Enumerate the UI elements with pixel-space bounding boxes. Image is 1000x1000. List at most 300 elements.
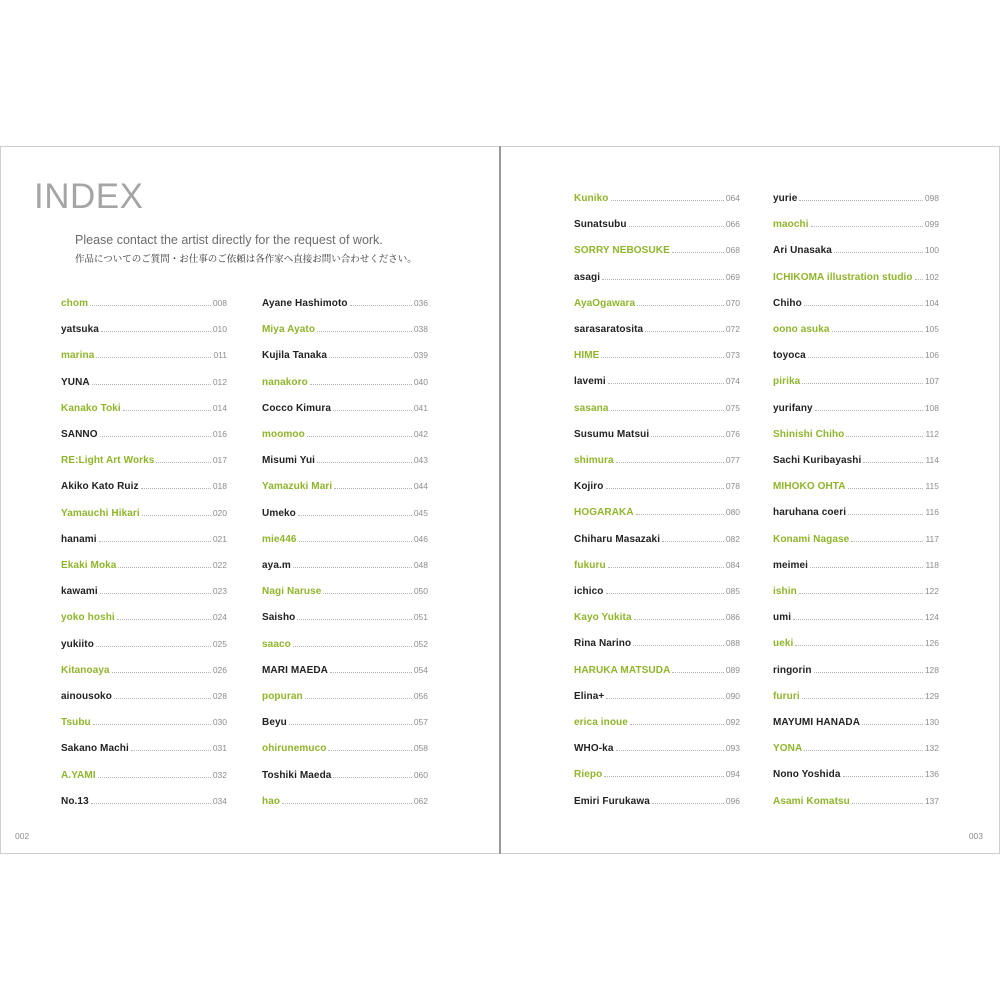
entry-page-number: 010 — [212, 324, 227, 335]
index-entry — [61, 611, 227, 625]
dot-leader — [804, 742, 923, 751]
index-entry — [262, 769, 428, 783]
artist-name: AyaOgawara — [574, 297, 636, 309]
artist-name: hanami — [61, 533, 97, 545]
index-entry — [574, 244, 740, 258]
index-entry — [61, 795, 227, 809]
entry-page-number: 089 — [725, 664, 740, 675]
artist-name: Ari Unasaka — [773, 245, 832, 257]
entry-page-number: 052 — [413, 638, 428, 649]
index-entry — [61, 690, 227, 704]
artist-name: yukiito — [61, 638, 94, 650]
index-entry — [262, 638, 428, 652]
index-entry — [262, 376, 428, 390]
index-entry — [773, 690, 939, 704]
index-entry — [61, 428, 227, 442]
artist-name: MARI MAEDA — [262, 664, 328, 676]
dot-leader — [141, 480, 211, 489]
artist-name: RE:Light Art Works — [61, 455, 155, 467]
index-entry — [61, 349, 227, 363]
dot-leader — [863, 454, 923, 463]
entry-page-number: 021 — [212, 533, 227, 544]
entry-page-number: 124 — [924, 612, 939, 623]
artist-name: Sakano Machi — [61, 743, 129, 755]
artist-name: SORRY NEBOSUKE — [574, 245, 670, 257]
artist-name: Akiko Kato Ruiz — [61, 481, 139, 493]
artist-name: Miya Ayato — [262, 324, 316, 336]
entry-page-number: 106 — [924, 350, 939, 361]
dot-leader — [645, 323, 724, 332]
artist-name: YONA — [773, 743, 803, 755]
dot-leader — [846, 428, 923, 437]
index-entry — [773, 271, 939, 285]
artist-name: yurifany — [773, 402, 813, 414]
dot-leader — [810, 559, 923, 568]
dot-leader — [799, 192, 922, 201]
dot-leader — [297, 611, 411, 620]
dot-leader — [802, 690, 923, 699]
dot-leader — [848, 480, 924, 489]
dot-leader — [131, 742, 211, 751]
dot-leader — [334, 480, 412, 489]
dot-leader — [100, 585, 211, 594]
index-entry — [773, 533, 939, 547]
index-entry — [773, 192, 939, 206]
artist-name: Toshiki Maeda — [262, 769, 332, 781]
entry-page-number: 085 — [725, 586, 740, 596]
entry-page-number: 036 — [413, 298, 428, 308]
dot-leader — [91, 795, 211, 804]
artist-name: HOGARAKA — [574, 507, 634, 519]
dot-leader — [637, 297, 724, 306]
dot-leader — [616, 742, 724, 751]
index-entry — [773, 244, 939, 258]
entry-page-number: 112 — [925, 428, 939, 439]
index-entry — [773, 768, 939, 782]
dot-leader — [815, 402, 923, 411]
index-entry — [574, 795, 740, 809]
artist-name: Chiho — [773, 297, 802, 309]
entry-page-number: 057 — [413, 717, 428, 728]
entry-page-number: 084 — [725, 559, 740, 570]
entry-page-number: 108 — [924, 402, 939, 413]
artist-name: kawami — [61, 586, 98, 598]
entry-page-number: 126 — [924, 638, 939, 649]
entry-page-number: 008 — [212, 298, 227, 308]
dot-leader — [808, 349, 923, 358]
dot-leader — [112, 664, 211, 673]
index-entry — [574, 559, 740, 573]
index-entry — [574, 768, 740, 782]
entry-page-number: 017 — [212, 455, 227, 466]
dot-leader — [814, 664, 923, 673]
dot-leader — [289, 716, 412, 725]
entry-page-number: 056 — [413, 691, 428, 701]
artist-name: yoko hoshi — [61, 612, 115, 624]
entry-page-number: 116 — [925, 507, 939, 518]
artist-name: No.13 — [61, 795, 89, 807]
dot-leader — [100, 428, 211, 437]
artist-name: popuran — [262, 691, 303, 702]
entry-page-number: 094 — [725, 769, 740, 780]
index-entry — [574, 323, 740, 337]
artist-name: ohirunemuco — [262, 743, 327, 755]
dot-leader — [606, 585, 724, 594]
entry-page-number: 137 — [924, 795, 939, 806]
entry-page-number: 082 — [725, 533, 740, 544]
artist-name: erica inoue — [574, 717, 628, 728]
index-entry — [61, 638, 227, 652]
index-entry — [773, 428, 939, 442]
dot-leader — [305, 690, 412, 699]
index-entry — [574, 637, 740, 651]
index-entry — [262, 795, 428, 809]
entry-page-number: 104 — [924, 297, 939, 308]
dot-leader — [92, 376, 211, 385]
entry-page-number: 066 — [725, 219, 740, 230]
artist-name: nanakoro — [262, 376, 308, 388]
dot-leader — [606, 690, 723, 699]
dot-leader — [915, 271, 923, 280]
index-entry — [574, 585, 740, 599]
index-entry — [773, 297, 939, 311]
artist-name: Asami Komatsu — [773, 795, 850, 807]
artist-name: pirika — [773, 376, 801, 388]
entry-page-number: 092 — [725, 717, 740, 727]
entry-page-number: 040 — [413, 376, 428, 387]
index-entry — [773, 559, 939, 573]
index-entry — [574, 297, 740, 311]
right-page — [501, 146, 1000, 854]
entry-page-number: 024 — [212, 612, 227, 623]
dot-leader — [834, 244, 923, 253]
artist-name: ishin — [773, 586, 797, 597]
artist-name: Sachi Kuribayashi — [773, 455, 862, 466]
artist-name: SANNO — [61, 429, 98, 440]
page-number-right: 003 — [968, 831, 983, 841]
index-entry — [61, 480, 227, 494]
dot-leader — [99, 533, 211, 542]
dot-leader — [282, 795, 412, 804]
index-entry — [574, 716, 740, 730]
dot-leader — [101, 323, 211, 332]
index-entry — [574, 454, 740, 468]
artist-name: fukuru — [574, 559, 606, 571]
dot-leader — [96, 638, 211, 647]
dot-leader — [114, 690, 211, 699]
index-entry — [61, 769, 227, 783]
artist-name: Kuniko — [574, 193, 609, 204]
dot-leader — [604, 768, 724, 777]
dot-leader — [117, 611, 211, 620]
entry-page-number: 100 — [924, 245, 939, 256]
index-entry — [574, 690, 740, 704]
index-entry — [574, 218, 740, 232]
index-entry — [262, 428, 428, 442]
index-entry — [574, 349, 740, 363]
dot-leader — [606, 480, 724, 489]
index-entry — [262, 559, 428, 573]
artist-name: oono asuka — [773, 324, 830, 335]
index-entry — [61, 533, 227, 547]
left-page — [0, 146, 499, 854]
dot-leader — [630, 716, 724, 725]
artist-name: yatsuka — [61, 324, 99, 336]
entry-page-number: 090 — [725, 690, 740, 701]
entry-page-number: 060 — [413, 769, 428, 780]
artist-name: Elina+ — [574, 690, 605, 702]
dot-leader — [633, 637, 724, 646]
entry-page-number: 016 — [212, 429, 227, 439]
dot-leader — [298, 507, 412, 516]
entry-page-number: 045 — [413, 507, 428, 518]
artist-name: HIME — [574, 350, 600, 362]
artist-name: A.YAMI — [61, 769, 96, 781]
entry-page-number: 012 — [212, 376, 227, 387]
dot-leader — [123, 402, 211, 411]
entry-page-number: 068 — [725, 245, 740, 256]
artist-name: Rina Narino — [574, 638, 632, 650]
entry-page-number: 088 — [725, 638, 740, 649]
artist-name: Yamazuki Mari — [262, 481, 333, 493]
artist-name: umi — [773, 612, 792, 624]
artist-name: sasana — [574, 402, 609, 414]
entry-page-number: 032 — [212, 769, 227, 780]
artist-name: ICHIKOMA illustration studio — [773, 271, 913, 283]
entry-page-number: 039 — [413, 350, 428, 361]
dot-leader — [608, 375, 724, 384]
page-number-left: 002 — [15, 831, 30, 841]
artist-name: Ayane Hashimoto — [262, 298, 348, 309]
artist-name: ainousoko — [61, 691, 112, 702]
artist-name: Nagi Naruse — [262, 586, 322, 598]
entry-page-number: 075 — [725, 402, 740, 413]
index-entry — [61, 585, 227, 599]
artist-name: MAYUMI HANADA — [773, 717, 861, 728]
entry-page-number: 074 — [725, 376, 740, 387]
dot-leader — [832, 323, 923, 332]
dot-leader — [799, 585, 923, 594]
index-entry — [61, 559, 227, 573]
index-entry — [61, 716, 227, 730]
entry-page-number: 051 — [413, 612, 428, 623]
entry-page-number: 078 — [725, 481, 740, 492]
subtitle-japanese: 作品についてのご質問・お仕事のご依頼は各作家へ直接お問い合わせください。 — [75, 254, 417, 265]
dot-leader — [672, 244, 724, 253]
artist-name: saaco — [262, 638, 291, 650]
entry-page-number: 011 — [213, 350, 227, 361]
index-entry — [773, 585, 939, 599]
dot-leader — [862, 716, 923, 725]
artist-name: Ekaki Moka — [61, 560, 117, 571]
artist-name: sarasaratosita — [574, 324, 644, 335]
artist-name: Konami Nagase — [773, 533, 850, 545]
entry-page-number: 030 — [212, 717, 227, 728]
artist-name: haruhana coeri — [773, 507, 847, 519]
artist-name: YUNA — [61, 376, 90, 388]
entry-page-number: 026 — [212, 664, 227, 675]
dot-leader — [795, 637, 922, 646]
index-entry — [773, 742, 939, 756]
entry-page-number: 076 — [725, 428, 740, 439]
artist-name: maochi — [773, 219, 809, 231]
subtitle-english: Please contact the artist directly for the request of work. — [75, 233, 383, 247]
index-entry — [262, 611, 428, 625]
entry-page-number: 096 — [725, 795, 740, 806]
index-entry — [262, 454, 428, 468]
index-entry — [262, 507, 428, 521]
entry-page-number: 046 — [413, 533, 428, 544]
dot-leader — [651, 428, 724, 437]
entry-page-number: 048 — [413, 560, 428, 570]
index-entry — [574, 611, 740, 625]
entry-page-number: 099 — [924, 219, 939, 230]
index-entry — [773, 506, 939, 520]
dot-leader — [329, 349, 412, 358]
index-entry — [61, 507, 227, 521]
entry-page-number: 069 — [725, 271, 740, 282]
entry-page-number: 136 — [924, 769, 939, 780]
index-entry — [574, 506, 740, 520]
index-entry — [61, 323, 227, 337]
index-entry — [574, 664, 740, 678]
artist-name: Shinishi Chiho — [773, 428, 845, 440]
index-entry — [262, 585, 428, 599]
entry-page-number: 107 — [924, 376, 939, 387]
index-entry — [61, 402, 227, 416]
artist-name: toyoca — [773, 350, 806, 362]
index-entry — [773, 454, 939, 468]
dot-leader — [98, 769, 211, 778]
entry-page-number: 031 — [212, 743, 227, 754]
book-spread — [0, 146, 1000, 855]
dot-leader — [307, 428, 412, 437]
entry-page-number: 129 — [924, 690, 939, 701]
index-entry — [574, 402, 740, 416]
dot-leader — [310, 376, 412, 385]
artist-name: Kojiro — [574, 481, 604, 493]
dot-leader — [299, 533, 412, 542]
index-entry — [773, 664, 939, 678]
artist-name: yurie — [773, 193, 798, 204]
entry-page-number: 020 — [212, 507, 227, 518]
entry-page-number: 115 — [925, 481, 939, 492]
index-title: INDEX — [34, 177, 144, 216]
artist-name: marina — [61, 350, 95, 362]
artist-name: WHO-ka — [574, 743, 614, 755]
dot-leader — [293, 559, 412, 568]
dot-leader — [601, 349, 723, 358]
artist-name: Nono Yoshida — [773, 769, 841, 781]
dot-leader — [851, 533, 923, 542]
index-entry — [262, 480, 428, 494]
artist-name: Tsubu — [61, 717, 91, 729]
artist-name: Kitanoaya — [61, 664, 110, 676]
dot-leader — [636, 506, 724, 515]
index-entry — [262, 402, 428, 416]
artist-name: meimei — [773, 559, 809, 571]
artist-name: Yamauchi Hikari — [61, 507, 140, 519]
artist-name: lavemi — [574, 376, 606, 388]
artist-name: ringorin — [773, 664, 812, 676]
entry-page-number: 038 — [413, 324, 428, 335]
index-entry — [61, 742, 227, 756]
dot-leader — [843, 768, 923, 777]
artist-name: Misumi Yui — [262, 455, 316, 467]
index-entry — [773, 795, 939, 809]
entry-page-number: 128 — [924, 664, 939, 675]
entry-page-number: 077 — [725, 455, 740, 465]
dot-leader — [802, 375, 923, 384]
entry-page-number: 043 — [413, 455, 428, 466]
entry-page-number: 070 — [725, 297, 740, 308]
entry-page-number: 034 — [212, 795, 227, 806]
dot-leader — [317, 454, 412, 463]
artist-name: Chiharu Masazaki — [574, 533, 661, 545]
entry-page-number: 122 — [924, 586, 939, 596]
entry-page-number: 041 — [413, 402, 428, 413]
index-entry — [262, 349, 428, 363]
entry-page-number: 050 — [413, 586, 428, 597]
artist-name: Susumu Matsui — [574, 428, 650, 440]
index-entry — [262, 323, 428, 337]
entry-page-number: 080 — [725, 507, 740, 518]
index-entry — [262, 664, 428, 678]
entry-page-number: 114 — [925, 455, 939, 465]
index-entry — [773, 402, 939, 416]
artist-name: Riepo — [574, 769, 603, 781]
artist-name: asagi — [574, 271, 601, 283]
index-entry — [773, 349, 939, 363]
index-entry — [262, 297, 428, 311]
artist-name: Saisho — [262, 612, 296, 624]
index-entry — [773, 480, 939, 494]
entry-page-number: 042 — [413, 429, 428, 439]
index-entry — [262, 716, 428, 730]
entry-page-number: 014 — [212, 402, 227, 413]
dot-leader — [333, 402, 412, 411]
entry-page-number: 130 — [924, 717, 939, 727]
entry-page-number: 118 — [925, 559, 939, 570]
index-entry — [61, 454, 227, 468]
dot-leader — [848, 506, 923, 515]
dot-leader — [608, 559, 724, 568]
dot-leader — [611, 192, 724, 201]
entry-page-number: 054 — [413, 664, 428, 675]
index-entry — [773, 611, 939, 625]
index-entry — [574, 742, 740, 756]
entry-page-number: 132 — [924, 743, 939, 754]
dot-leader — [118, 559, 210, 568]
entry-page-number: 117 — [925, 533, 939, 544]
index-entry — [574, 271, 740, 285]
dot-leader — [793, 611, 923, 620]
entry-page-number: 062 — [413, 795, 428, 806]
artist-name: ichico — [574, 586, 604, 597]
entry-page-number: 028 — [212, 691, 227, 701]
artist-name: Cocco Kimura — [262, 402, 331, 414]
dot-leader — [652, 795, 724, 804]
index-entry — [773, 218, 939, 232]
index-entry — [262, 690, 428, 704]
dot-leader — [662, 533, 724, 542]
dot-leader — [629, 218, 724, 227]
index-entry — [61, 664, 227, 678]
index-entry — [773, 323, 939, 337]
dot-leader — [672, 664, 723, 673]
index-entry — [61, 297, 227, 311]
index-entry — [773, 375, 939, 389]
